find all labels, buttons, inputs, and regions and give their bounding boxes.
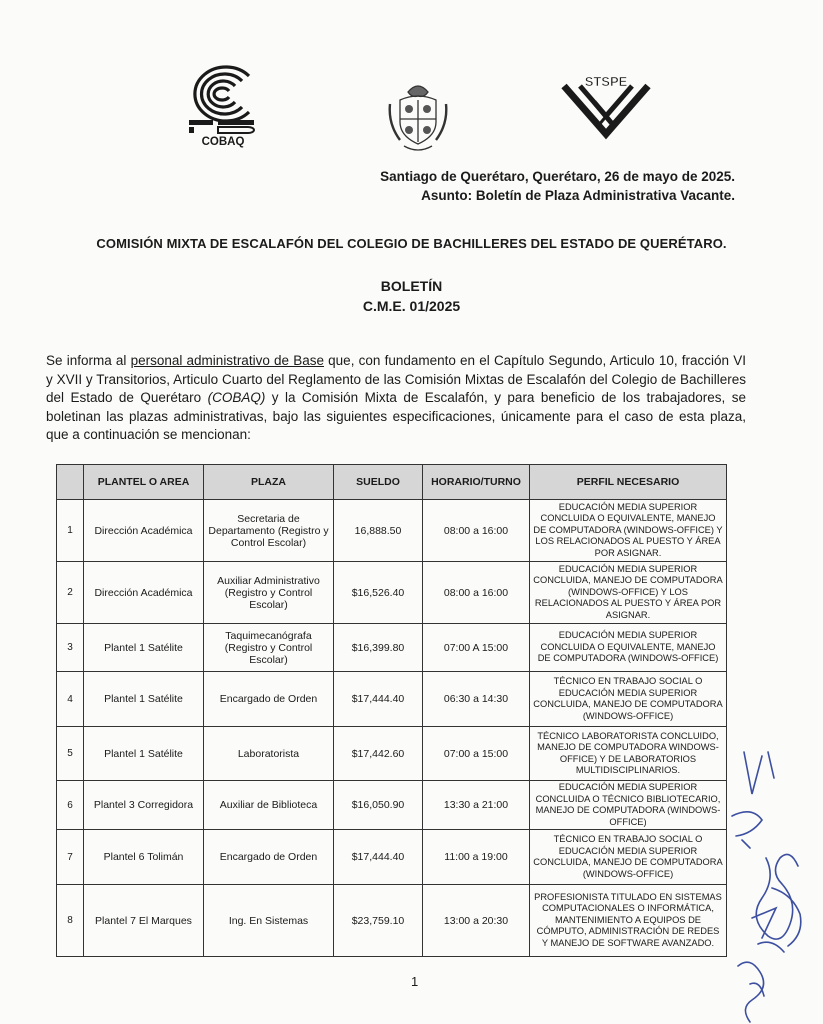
row-horario: 11:00 a 19:00 [423, 830, 530, 885]
row-number: 4 [57, 672, 84, 727]
row-perfil: TÉCNICO EN TRABAJO SOCIAL O EDUCACIÓN MEDIA SUPERIOR CONCLUIDA, MANEJO DE COMPUTADORA (WINDOWS-OFFICE) [530, 672, 727, 727]
header-plantel: PLANTEL O AREA [84, 465, 204, 500]
boletin-heading [0, 276, 823, 316]
row-perfil: EDUCACIÓN MEDIA SUPERIOR CONCLUIDA O EQUIVALENTE, MANEJO DE COMPUTADORA (WINDOWS-OFFICE) Y LOS RELACIONADOS AL PUESTO Y ÁREA POR ASIGNAR. [530, 500, 727, 562]
stspe-logo [558, 72, 654, 142]
row-plaza: Taquimecanógrafa (Registro y Control Escolar) [204, 624, 334, 672]
row-perfil: EDUCACIÓN MEDIA SUPERIOR CONCLUIDA O EQUIVALENTE, MANEJO DE COMPUTADORA (WINDOWS-OFFICE) [530, 624, 727, 672]
cobaq-logo [186, 64, 260, 148]
intro-italic: (COBAQ) [207, 390, 266, 405]
row-number: 5 [57, 727, 84, 781]
row-number: 7 [57, 830, 84, 885]
header-plaza: PLAZA [204, 465, 334, 500]
subject-line: Asunto: Boletín de Plaza Administrativa Vacante. [421, 188, 735, 203]
intro-text-2: que, con fundamento en el Capítulo Segundo, Articulo 10, fracción VI y XVII y Transitorios, Articulo Cuarto del Reglamento de las Comisión Mixtas de Escalafón del Colegio de Bachilleres del Estado de Querétaro [46, 353, 746, 405]
cobaq-logo-text: COBAQ [201, 136, 245, 148]
intro-paragraph [46, 352, 746, 445]
boletin-title: BOLETÍN [380, 278, 443, 294]
header-horario: HORARIO/TURNO [423, 465, 530, 500]
row-horario: 08:00 a 16:00 [423, 562, 530, 624]
table-row [57, 781, 727, 830]
intro-text-3: y la Comisión Mixta de Escalafón, y para beneficio de los trabajadores, se boletinan las plazas administrativas, bajo las siguientes especificaciones, únicamente para el caso de esta plaza, que a continuación se mencionan: [46, 390, 746, 442]
row-number: 2 [57, 562, 84, 624]
row-plantel: Plantel 1 Satélite [84, 672, 204, 727]
row-sueldo: $16,526.40 [334, 562, 423, 624]
row-plantel: Plantel 1 Satélite [84, 624, 204, 672]
row-plaza: Ing. En Sistemas [204, 885, 334, 957]
signature-mark [722, 748, 822, 1024]
table-row [57, 624, 727, 672]
stspe-logo-text: STSPE [584, 74, 628, 89]
row-horario: 06:30 a 14:30 [423, 672, 530, 727]
row-number: 8 [57, 885, 84, 957]
row-sueldo: $23,759.10 [334, 885, 423, 957]
row-perfil: TÉCNICO LABORATORISTA CONCLUIDO, MANEJO DE COMPUTADORA WINDOWS-OFFICE) Y DE LABORATORIOS MULTIDISCIPLINARIOS. [530, 727, 727, 781]
header-sueldo: SUELDO [334, 465, 423, 500]
row-sueldo: 16,888.50 [334, 500, 423, 562]
table-row [57, 672, 727, 727]
table-row [57, 727, 727, 781]
table-row [57, 562, 727, 624]
row-plantel: Plantel 1 Satélite [84, 727, 204, 781]
header-perfil: PERFIL NECESARIO [530, 465, 727, 500]
row-horario: 07:00 a 15:00 [423, 727, 530, 781]
row-horario: 08:00 a 16:00 [423, 500, 530, 562]
row-sueldo: $17,442.60 [334, 727, 423, 781]
row-number: 6 [57, 781, 84, 830]
row-plaza: Encargado de Orden [204, 830, 334, 885]
row-plaza: Secretaria de Departamento (Registro y Control Escolar) [204, 500, 334, 562]
table-row [57, 500, 727, 562]
boletin-code: C.M.E. 01/2025 [362, 298, 461, 314]
row-horario: 13:00 a 20:30 [423, 885, 530, 957]
intro-underlined: personal administrativo de Base [130, 353, 324, 368]
row-perfil: PROFESIONISTA TITULADO EN SISTEMAS COMPUTACIONALES O INFORMÁTICA, MANTENIMIENTO A EQUIPOS DE CÓMPUTO, ADMINISTRACIÓN DE REDES Y MANEJO DE SOFTWARE AVANZADO. [530, 885, 727, 957]
row-horario: 13:30 a 21:00 [423, 781, 530, 830]
row-horario: 07:00 A 15:00 [423, 624, 530, 672]
row-plantel: Plantel 3 Corregidora [84, 781, 204, 830]
plazas-table [56, 464, 727, 957]
row-plaza: Auxiliar de Biblioteca [204, 781, 334, 830]
row-sueldo: $17,444.40 [334, 672, 423, 727]
row-number: 1 [57, 500, 84, 562]
page-number: 1 [411, 974, 419, 989]
table-row [57, 885, 727, 957]
row-perfil: TÉCNICO EN TRABAJO SOCIAL O EDUCACIÓN MEDIA SUPERIOR CONCLUIDA, MANEJO DE COMPUTADORA (WINDOWS-OFFICE) [530, 830, 727, 885]
row-perfil: EDUCACIÓN MEDIA SUPERIOR CONCLUIDA, MANEJO DE COMPUTADORA (WINDOWS-OFFICE) Y LOS RELACIONADOS AL PUESTO Y ÁREA POR ASIGNAR. [530, 562, 727, 624]
row-sueldo: $17,444.40 [334, 830, 423, 885]
row-plaza: Auxiliar Administrativo (Registro y Control Escolar) [204, 562, 334, 624]
row-perfil: EDUCACIÓN MEDIA SUPERIOR CONCLUIDA O TÉCNICO BIBLIOTECARIO, MANEJO DE COMPUTADORA (WINDOWS-OFFICE) [530, 781, 727, 830]
row-plantel: Dirección Académica [84, 562, 204, 624]
state-seal-icon [386, 74, 450, 158]
table-row [57, 830, 727, 885]
row-sueldo: $16,399.80 [334, 624, 423, 672]
row-number: 3 [57, 624, 84, 672]
row-plaza: Laboratorista [204, 727, 334, 781]
commission-title: COMISIÓN MIXTA DE ESCALAFÓN DEL COLEGIO DE BACHILLERES DEL ESTADO DE QUERÉTARO. [96, 236, 727, 251]
row-plantel: Plantel 6 Tolimán [84, 830, 204, 885]
header-num [57, 465, 84, 500]
table-header-row [57, 465, 727, 500]
row-plantel: Dirección Académica [84, 500, 204, 562]
date-block [380, 167, 735, 205]
row-plantel: Plantel 7 El Marques [84, 885, 204, 957]
row-plaza: Encargado de Orden [204, 672, 334, 727]
row-sueldo: $16,050.90 [334, 781, 423, 830]
intro-text-1: Se informa al [46, 353, 131, 368]
date-line: Santiago de Querétaro, Querétaro, 26 de mayo de 2025. [380, 169, 735, 184]
